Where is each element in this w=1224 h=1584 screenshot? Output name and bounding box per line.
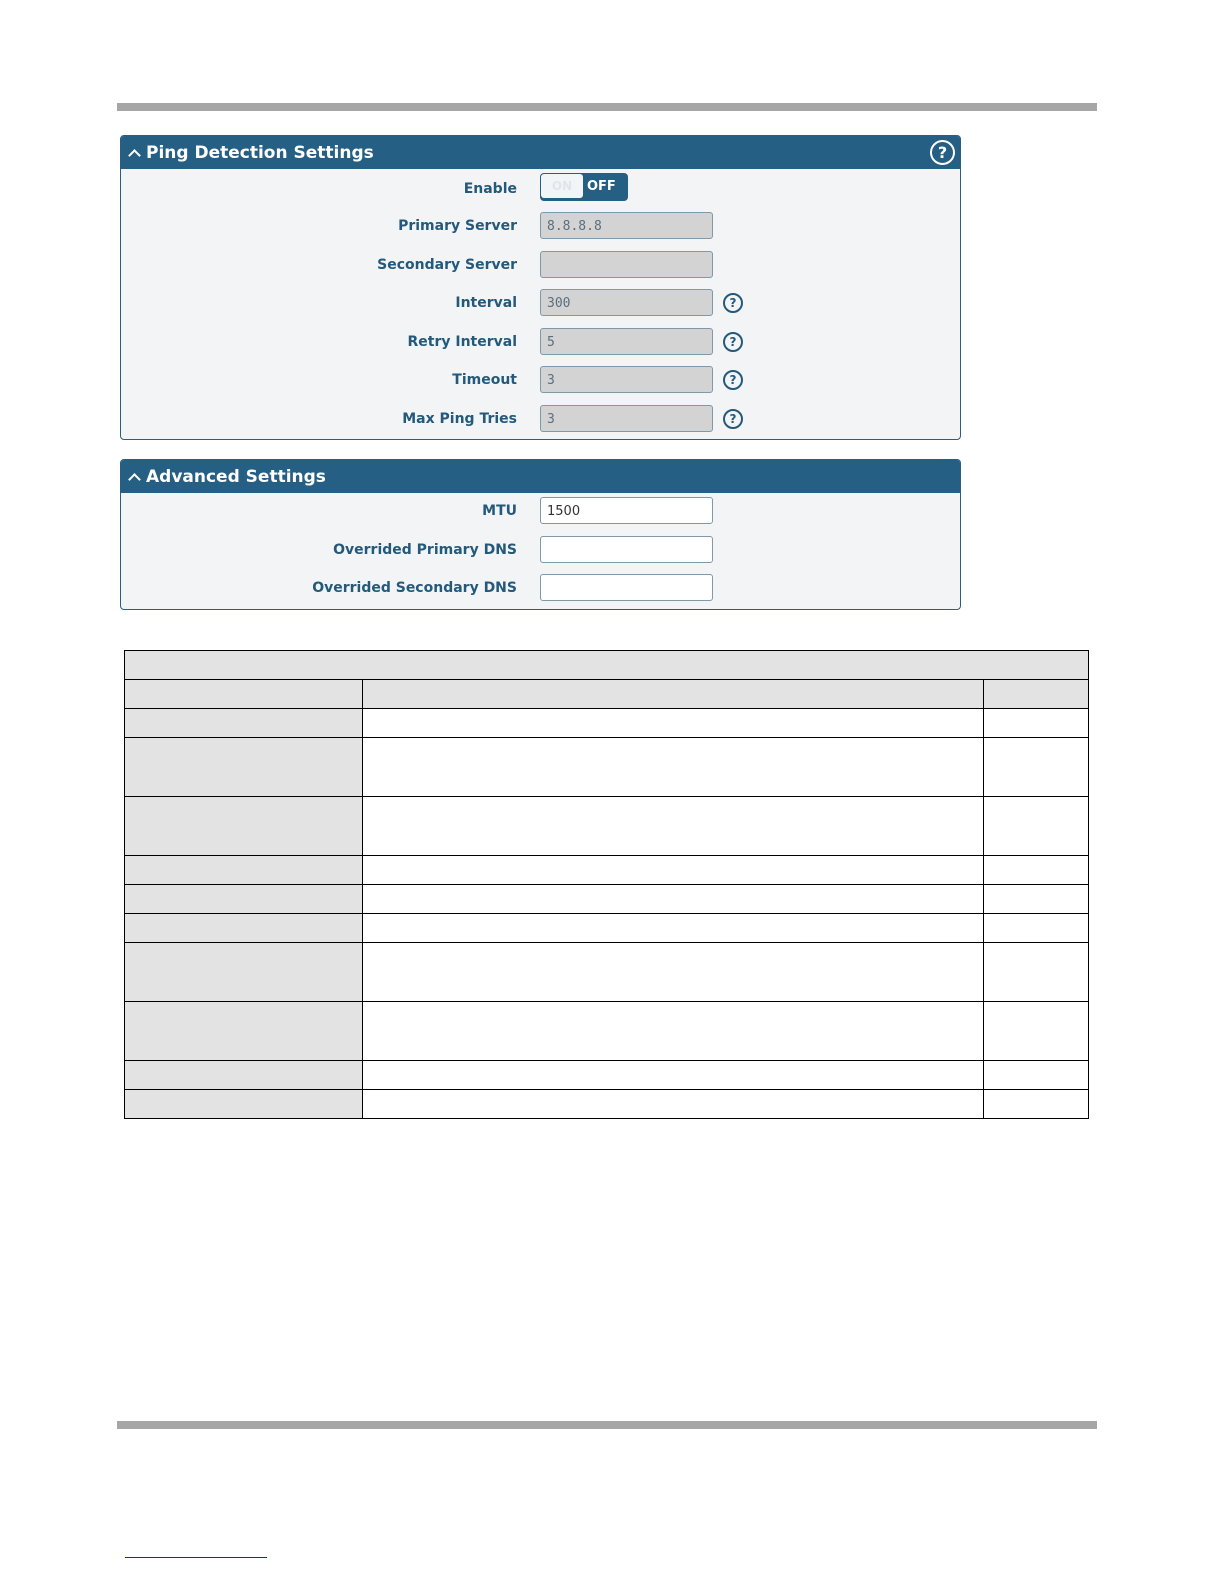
table-cell xyxy=(125,738,363,797)
table-cell xyxy=(363,797,984,856)
toggle-off-text: OFF xyxy=(587,179,616,194)
table-row xyxy=(125,797,1089,856)
table-cell xyxy=(125,1002,363,1061)
table-cell xyxy=(363,1090,984,1119)
table-header-cell xyxy=(125,680,363,709)
table-cell xyxy=(984,738,1089,797)
table-cell xyxy=(125,797,363,856)
table-cell xyxy=(363,885,984,914)
retry-interval-label: Retry Interval xyxy=(407,334,517,350)
max-ping-tries-row xyxy=(121,405,960,433)
primary-server-label: Primary Server xyxy=(398,218,517,234)
page-header-rule xyxy=(117,103,1097,111)
table-cell xyxy=(125,856,363,885)
table-row xyxy=(125,856,1089,885)
max-ping-tries-label: Max Ping Tries xyxy=(402,411,517,427)
table-row xyxy=(125,1090,1089,1119)
question-circle-icon[interactable]: ? xyxy=(723,370,743,390)
table-cell xyxy=(363,1002,984,1061)
timeout-row xyxy=(121,366,960,394)
advanced-settings-header[interactable] xyxy=(121,460,960,493)
primary-dns-label: Overrided Primary DNS xyxy=(333,542,517,558)
table-cell xyxy=(984,1090,1089,1119)
table-title-row xyxy=(125,651,1089,680)
table-header-cell xyxy=(984,680,1089,709)
retry-interval-row xyxy=(121,328,960,356)
table-cell xyxy=(363,914,984,943)
table-cell xyxy=(984,1061,1089,1090)
table-header-cell xyxy=(363,680,984,709)
table-cell xyxy=(125,1090,363,1119)
table-cell xyxy=(125,914,363,943)
ping-detection-title: Ping Detection Settings xyxy=(146,142,374,163)
chevron-up-icon[interactable] xyxy=(128,473,141,486)
table-cell xyxy=(984,797,1089,856)
table-cell xyxy=(984,943,1089,1002)
enable-toggle[interactable] xyxy=(540,173,628,201)
table-row xyxy=(125,1061,1089,1090)
advanced-settings-panel xyxy=(120,459,961,610)
table-cell xyxy=(363,738,984,797)
table-cell xyxy=(984,856,1089,885)
question-circle-icon[interactable]: ? xyxy=(930,140,955,165)
toggle-on-knob: ON xyxy=(541,174,583,198)
ping-detection-panel xyxy=(120,135,961,440)
secondary-server-input[interactable] xyxy=(540,251,713,278)
table-cell xyxy=(125,709,363,738)
mtu-input[interactable]: 1500 xyxy=(540,497,713,524)
table-cell xyxy=(125,1061,363,1090)
advanced-settings-title: Advanced Settings xyxy=(146,466,326,487)
interval-input[interactable]: 300 xyxy=(540,289,713,316)
interval-label: Interval xyxy=(455,295,517,311)
table-cell xyxy=(984,914,1089,943)
question-circle-icon[interactable]: ? xyxy=(723,332,743,352)
timeout-input[interactable]: 3 xyxy=(540,366,713,393)
table-cell xyxy=(363,943,984,1002)
table-row xyxy=(125,738,1089,797)
table-cell xyxy=(984,885,1089,914)
secondary-dns-label: Overrided Secondary DNS xyxy=(312,580,517,596)
table-row xyxy=(125,914,1089,943)
mtu-label: MTU xyxy=(482,503,517,519)
table-row xyxy=(125,1002,1089,1061)
chevron-up-icon[interactable] xyxy=(128,149,141,162)
page-footer-rule xyxy=(117,1421,1097,1429)
table-cell xyxy=(363,709,984,738)
footer-link-underline[interactable] xyxy=(125,1557,267,1558)
primary-dns-input[interactable] xyxy=(540,536,713,563)
secondary-server-row xyxy=(121,251,960,279)
table-title-cell xyxy=(125,651,1089,680)
timeout-label: Timeout xyxy=(452,372,517,388)
table-cell xyxy=(984,1002,1089,1061)
secondary-dns-input[interactable] xyxy=(540,574,713,601)
interval-row xyxy=(121,289,960,317)
ping-detection-header[interactable] xyxy=(121,136,960,169)
mtu-row xyxy=(121,497,960,525)
max-ping-tries-input[interactable]: 3 xyxy=(540,405,713,432)
primary-server-input[interactable]: 8.8.8.8 xyxy=(540,212,713,239)
table-cell xyxy=(363,1061,984,1090)
table-row xyxy=(125,943,1089,1002)
secondary-dns-row xyxy=(121,574,960,602)
table-cell xyxy=(363,856,984,885)
enable-label: Enable xyxy=(463,181,517,197)
secondary-server-label: Secondary Server xyxy=(377,257,517,273)
table-cell xyxy=(125,885,363,914)
table-cell xyxy=(125,943,363,1002)
retry-interval-input[interactable]: 5 xyxy=(540,328,713,355)
enable-row xyxy=(121,175,960,203)
table-row xyxy=(125,885,1089,914)
table-row xyxy=(125,709,1089,738)
table-cell xyxy=(984,709,1089,738)
question-circle-icon[interactable]: ? xyxy=(723,409,743,429)
question-circle-icon[interactable]: ? xyxy=(723,293,743,313)
parameter-table xyxy=(124,650,1089,1119)
table-header-row xyxy=(125,680,1089,709)
primary-dns-row xyxy=(121,536,960,564)
primary-server-row xyxy=(121,212,960,240)
